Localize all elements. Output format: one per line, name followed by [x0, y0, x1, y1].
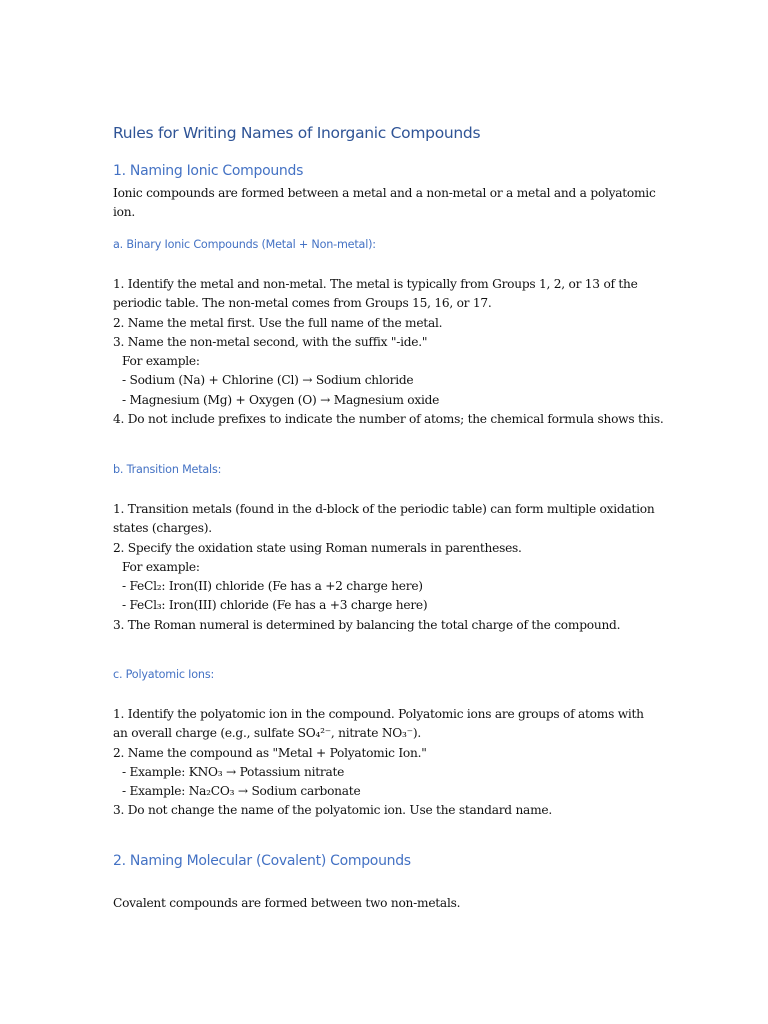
text-line: - Example: Na₂CO₃ → Sodium carbonate: [122, 784, 361, 799]
text-line: - Magnesium (Mg) + Oxygen (O) → Magnesium oxide: [122, 392, 440, 407]
section-intro-molecular: [113, 894, 653, 913]
rules-transition-metals: [113, 500, 653, 635]
text-line: 2. Name the compound as "Metal + Polyatomic Ion.": [113, 745, 427, 760]
text-line: 1. Identify the metal and non-metal. The metal is typically from Groups 1, 2, or 13 of the: [113, 277, 638, 291]
subheading-binary-ionic: a. Binary Ionic Compounds (Metal + Non-metal):: [113, 238, 376, 251]
text-line: 2. Name the metal first. Use the full name of the metal.: [113, 315, 443, 330]
document-title: Rules for Writing Names of Inorganic Compounds: [113, 124, 481, 142]
text-line: ion.: [113, 205, 135, 220]
text-line: 1. Transition metals (found in the d-block of the periodic table) can form multiple oxidation: [113, 502, 655, 516]
text-line: 3. The Roman numeral is determined by balancing the total charge of the compound.: [113, 617, 621, 632]
subheading-polyatomic-ions: c. Polyatomic Ions:: [113, 668, 215, 681]
text-line: For example:: [122, 354, 200, 369]
subheading-transition-metals: b. Transition Metals:: [113, 463, 222, 476]
section-intro-ionic: [113, 184, 656, 223]
text-line: - Sodium (Na) + Chlorine (Cl) → Sodium chloride: [122, 373, 414, 388]
text-line: For example:: [122, 559, 200, 574]
text-line: - FeCl₂: Iron(II) chloride (Fe has a +2 charge here): [122, 579, 423, 594]
text-line: 3. Name the non-metal second, with the suffix "-ide.": [113, 334, 428, 349]
text-line: Covalent compounds are formed between two non-metals.: [113, 896, 461, 910]
text-line: 3. Do not change the name of the polyatomic ion. Use the standard name.: [113, 803, 552, 818]
section-heading-molecular: 2. Naming Molecular (Covalent) Compounds: [113, 853, 411, 869]
text-line: an overall charge (e.g., sulfate SO₄²⁻, nitrate NO₃⁻).: [113, 726, 421, 741]
text-line: states (charges).: [113, 521, 212, 536]
text-line: 1. Identify the polyatomic ion in the compound. Polyatomic ions are groups of atoms with: [113, 707, 644, 721]
text-line: Ionic compounds are formed between a metal and a non-metal or a metal and a polyatomic: [113, 186, 656, 200]
document-page: [113, 0, 664, 1024]
rules-polyatomic-ions: [113, 705, 653, 821]
text-line: 2. Specify the oxidation state using Roman numerals in parentheses.: [113, 540, 522, 555]
text-line: - Example: KNO₃ → Potassium nitrate: [122, 764, 345, 779]
text-line: periodic table. The non-metal comes from Groups 15, 16, or 17.: [113, 296, 492, 311]
rules-binary-ionic: [113, 275, 664, 429]
section-heading-ionic: 1. Naming Ionic Compounds: [113, 163, 304, 179]
text-line: - FeCl₃: Iron(III) chloride (Fe has a +3 charge here): [122, 598, 428, 613]
text-line: 4. Do not include prefixes to indicate the number of atoms; the chemical formula shows this.: [113, 412, 664, 427]
